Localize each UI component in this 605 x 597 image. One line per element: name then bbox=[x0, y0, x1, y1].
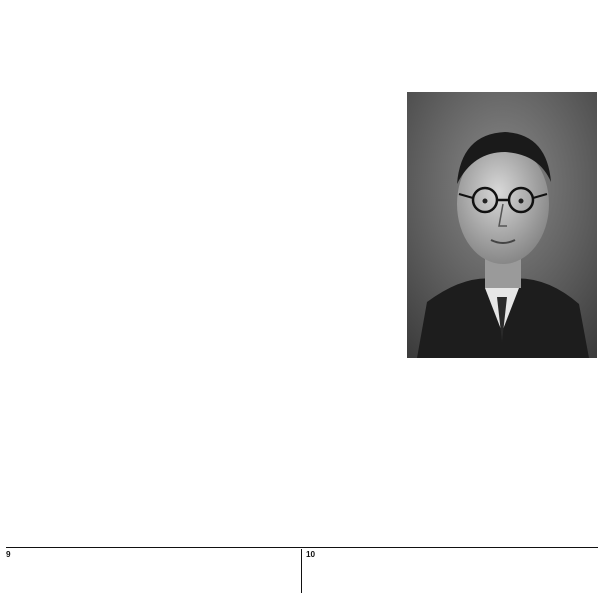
article-column-1 bbox=[6, 88, 198, 96]
footnote-number: 10 bbox=[306, 550, 316, 559]
footnote bbox=[6, 550, 296, 560]
footnote-divider bbox=[6, 547, 598, 548]
footnote-column-divider bbox=[301, 549, 302, 593]
portrait-photo bbox=[407, 92, 597, 358]
footnote-number: 9 bbox=[6, 550, 11, 559]
portrait-illustration bbox=[407, 92, 597, 358]
footnote bbox=[306, 550, 598, 560]
